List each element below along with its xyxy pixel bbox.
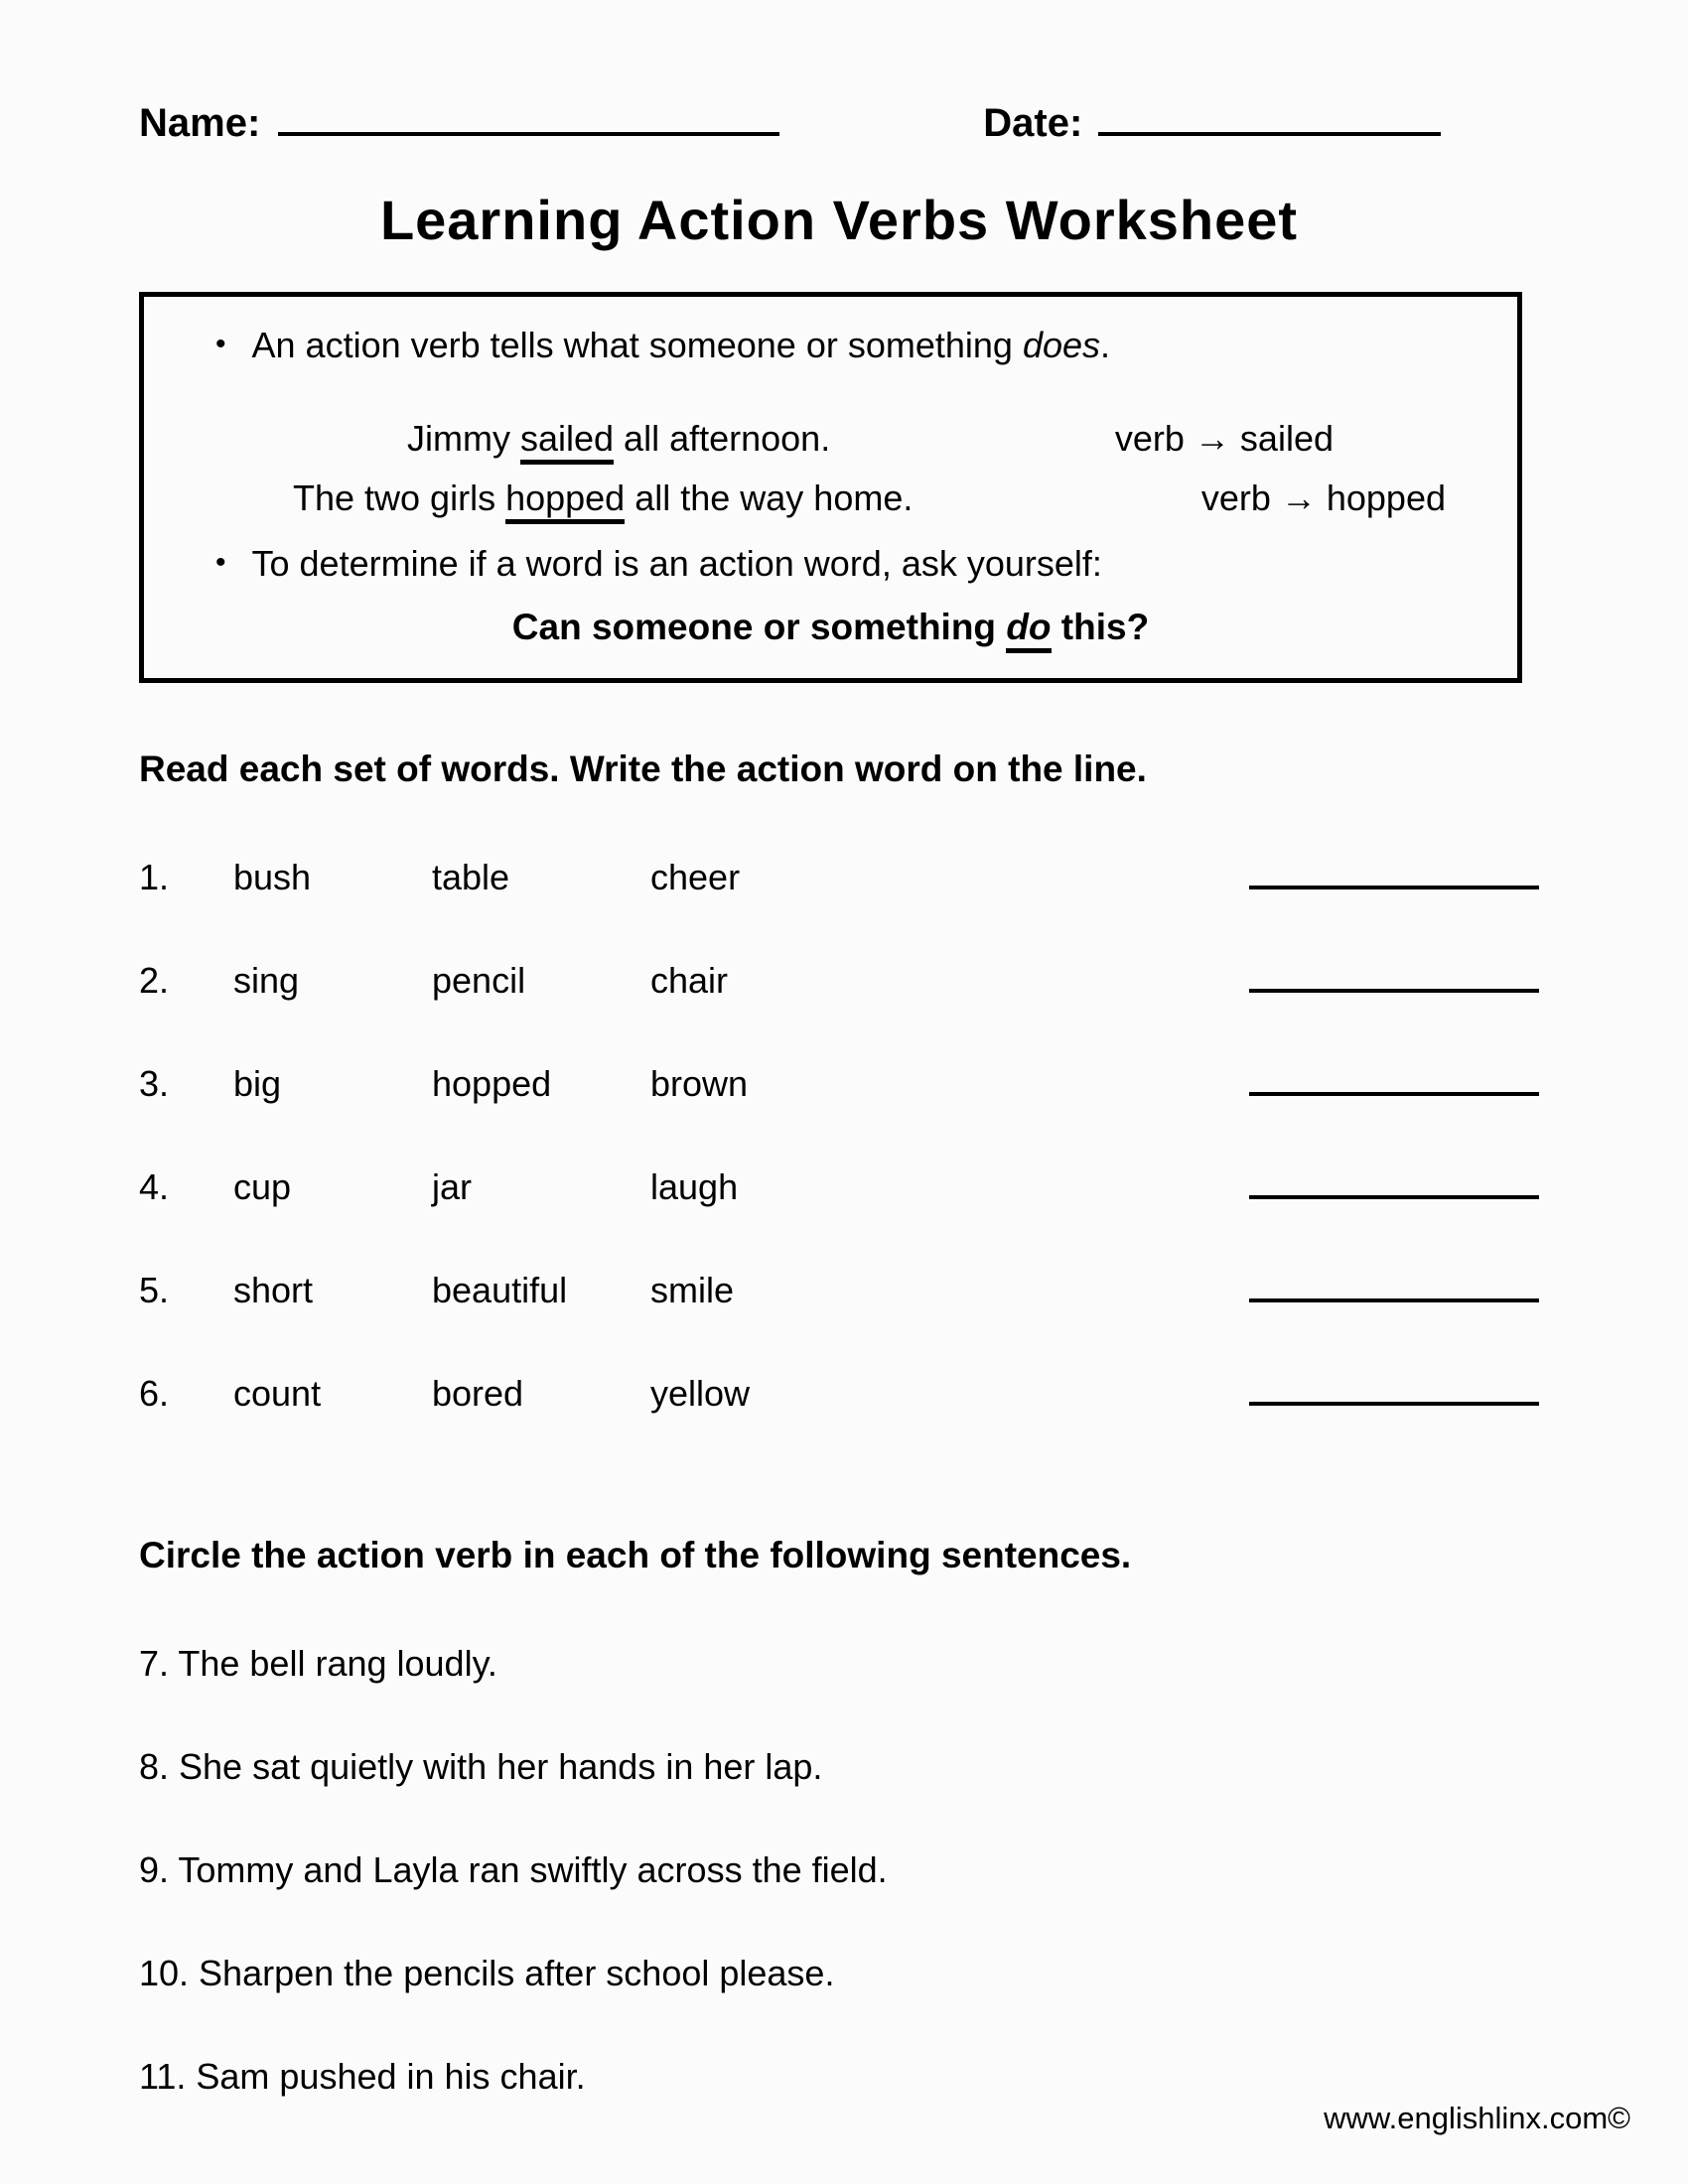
page-title: Learning Action Verbs Worksheet [379,189,1299,251]
row-word: pencil [432,960,526,1001]
row-word: table [432,857,510,897]
example-1-pre: Jimmy [407,418,520,459]
row-word: chair [650,960,729,1001]
row-number: 2. [139,960,170,1001]
row-word: brown [650,1063,749,1104]
row-word: cheer [650,857,741,897]
example-2-text [293,478,913,519]
table-row [139,1366,1539,1469]
row-word: bored [432,1373,524,1414]
row-word: cup [233,1166,292,1207]
row-word: short [233,1270,314,1310]
instruction-text-2: To determine if a word is an action word, ask yourself: [251,543,1102,584]
row-word: hopped [432,1063,552,1104]
sentence-item: 10. Sharpen the pencils after school please. [139,1953,835,1993]
example-2-verb: hopped [505,478,625,524]
example-2-pre: The two girls [293,478,506,518]
sentence-item: 8. She sat quietly with her hands in her lap. [139,1746,823,1787]
bullet-icon: • [215,328,226,360]
instruction-bullet-1 [144,325,1517,366]
name-label: Name: [139,101,261,145]
table-row [139,953,1539,1056]
bullet-icon: • [215,546,226,579]
table-row [139,850,1539,953]
table-row [139,1263,1539,1366]
section1-heading: Read each set of words. Write the action word on the line. [139,749,1147,789]
row-word: big [233,1063,282,1104]
answer-blank[interactable] [1249,850,1539,889]
verb-pointer-1: verb → sailed [1114,418,1334,459]
instruction-bullet-2 [144,543,1517,585]
table-row [139,1056,1539,1160]
table-row [139,1160,1539,1263]
row-word: jar [432,1166,473,1207]
name-input-line[interactable] [278,94,779,136]
example-1-post: all afternoon. [614,418,831,459]
answer-blank[interactable] [1249,1366,1539,1406]
row-word: yellow [650,1373,751,1414]
sentences-list [139,1612,1539,2128]
row-word: smile [650,1270,735,1310]
row-number: 6. [139,1373,170,1414]
header [139,94,1539,146]
question-line [144,607,1517,648]
example-1-verb: sailed [520,418,614,465]
answer-blank[interactable] [1249,1056,1539,1096]
row-word: laugh [650,1166,739,1207]
instruction-1-post: . [1100,325,1111,365]
sentence-item: 9. Tommy and Layla ran swiftly across the field. [139,1849,888,1890]
question-pre: Can someone or something [511,607,1007,647]
question-post: this? [1051,607,1150,647]
instruction-1-italic: does [1022,325,1101,365]
example-1-text [407,418,830,460]
row-word: sing [233,960,300,1001]
instruction-text-1 [252,325,1111,366]
row-word: beautiful [432,1270,568,1310]
word-rows [139,850,1539,1469]
footer-credit: www.englishlinx.com© [1324,2101,1630,2135]
date-label: Date: [983,101,1083,145]
info-box [139,292,1522,683]
instruction-1-pre: An action verb tells what someone or something [251,325,1023,365]
row-number: 5. [139,1270,170,1310]
row-number: 4. [139,1166,170,1207]
sentence-item: 11. Sam pushed in his chair. [139,2056,586,2097]
sentence-item: 7. The bell rang loudly. [139,1643,497,1684]
answer-blank[interactable] [1249,1263,1539,1302]
example-sentence-1 [144,418,1517,460]
row-word: bush [233,857,312,897]
question-do-word: do [1006,607,1051,653]
example-sentence-2 [144,478,1517,519]
verb-pointer-2: verb → hopped [1200,478,1446,518]
row-number: 3. [139,1063,170,1104]
section2-heading: Circle the action verb in each of the following sentences. [139,1535,1132,1575]
row-number: 1. [139,857,170,897]
answer-blank[interactable] [1249,953,1539,993]
row-word: count [233,1373,322,1414]
example-2-post: all the way home. [625,478,914,518]
date-input-line[interactable] [1098,94,1441,136]
answer-blank[interactable] [1249,1160,1539,1199]
